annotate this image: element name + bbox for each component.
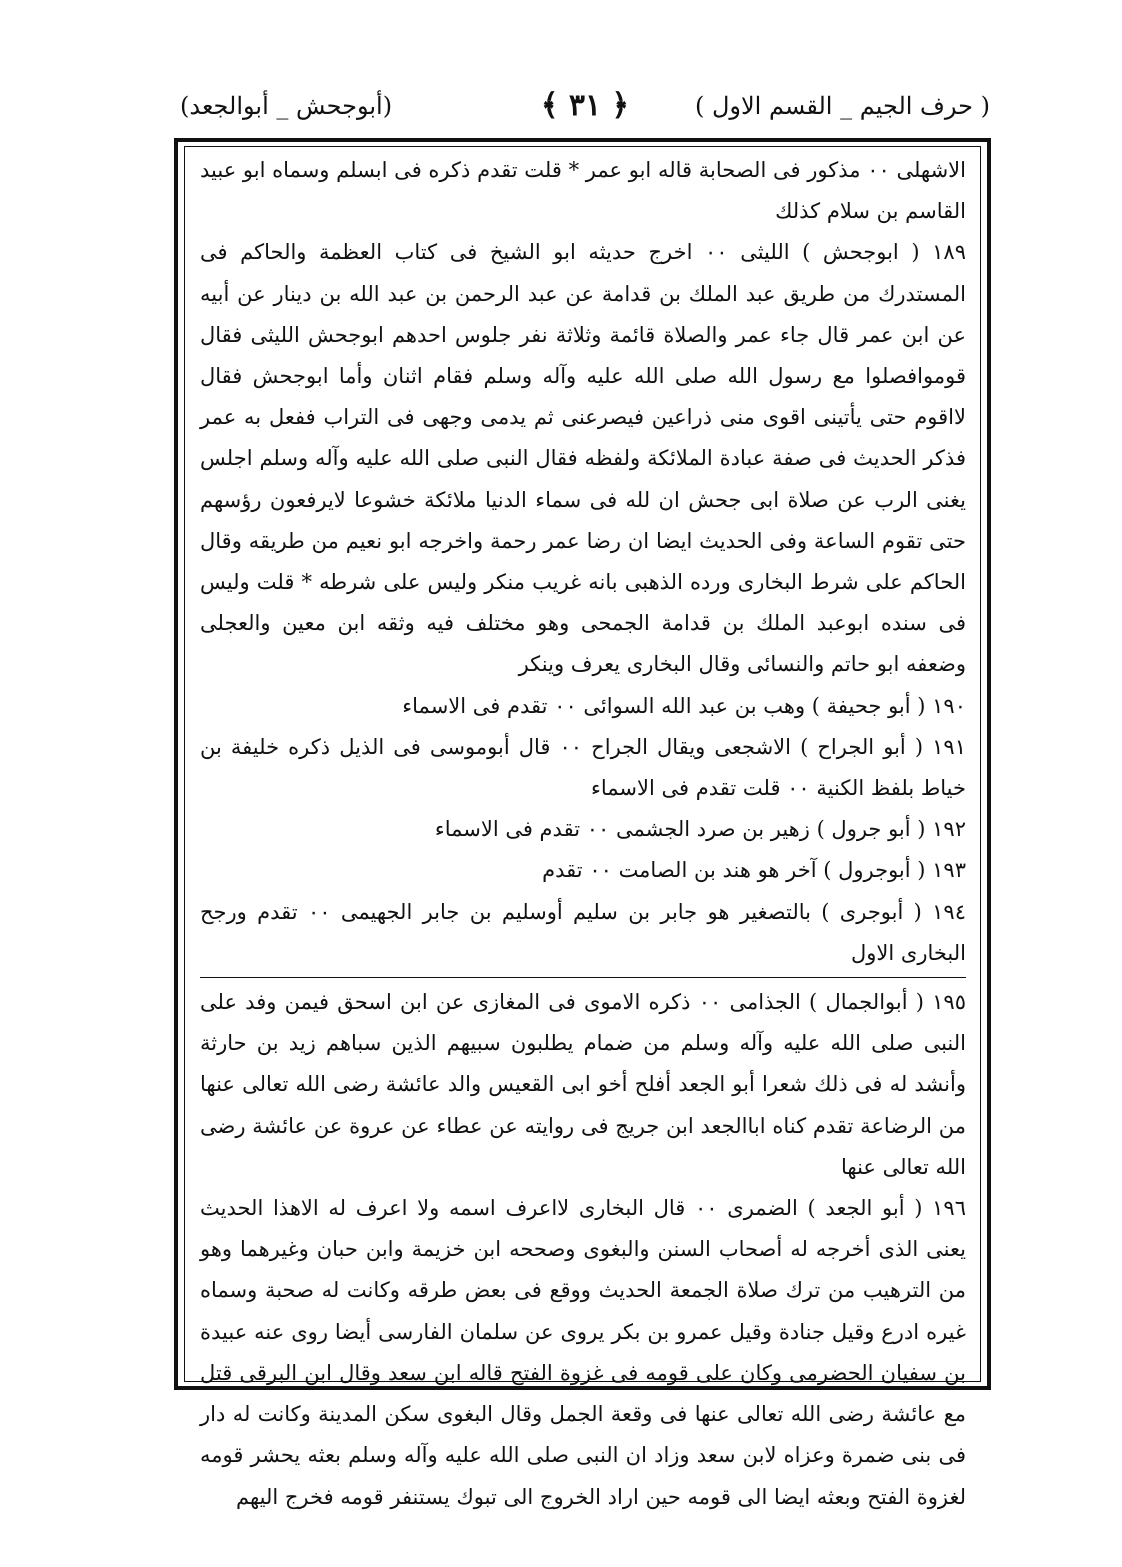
entry-continuation: الاشهلى ٠٠ مذكور فى الصحابة قاله ابو عمر * قلت تقدم ذكره فى ابسلم وسماه ابو عبيد القاسم بن سلام كذلك [200,158,966,224]
entry-196: ١٩٦ ( أبو الجعد ) الضمرى ٠٠ قال البخارى لااعرف اسمه ولا اعرف له الاهذا الحديث يعنى الذى أخرجه له أصحاب السنن والبغوى وصححه ابن خزيمة وابن حبان وغيرهما وهو من الترهيب من ترك صلاة الجمعة الحديث ووقع فى بعض طرقه وكانت له صحبة وسماه غيره ادرع وقيل جنادة وقيل عمرو بن بكر يروى عن سلمان الفارسى أيضا روى عنه عبيدة بن سفيان الحضرمى وكان على قومه فى غزوة الفتح قاله ابن سعد وقال ابن البرقى قتل مع عائشة رضى الله تعالى عنها فى وقعة الجمل وقال البغوى سكن المدينة وكانت له دار فى بنى ضمرة وعزاه لابن سعد وزاد ان النبى صلى الله عليه وآله وسلم بعثه يحشر قومه لغزوة الفتح وبعثه ايضا الى قومه حين اراد الخروج الى تبوك يستنفر قومه فخرج اليهم [200,1196,966,1509]
page-header [180,88,990,128]
page-number: ﴿ ٣١ ﴾ [540,88,630,123]
text-body [200,150,966,1509]
section-divider [200,977,966,978]
section-title: ( حرف الجيم _ القسم الاول ) [694,92,990,120]
entry-195: ١٩٥ ( أبوالجمال ) الجذامى ٠٠ ذكره الاموى فى المغازى عن ابن اسحق فيمن وفد على النبى صلى الله عليه وآله وسلم من ضمام يطلبون سبيهم الذين سباهم زيد بن حارثة وأنشد له فى ذلك شعرا أبو الجعد أفلح أخو ابى القعيس والد عائشة رضى الله تعالى عنها من الرضاعة تقدم كناه اباالجعد ابن جريج فى روايته عن عطاء عن عروة عن عائشة رضى الله تعالى عنها [200,990,966,1179]
entry-194: ١٩٤ ( أبوجرى ) بالتصغير هو جابر بن سليم أوسليم بن جابر الجهيمى ٠٠ تقدم ورجح البخارى الاول [200,899,966,965]
running-head: (أبوجحش _ أبوالجعد) [180,92,393,120]
entry-190: ١٩٠ ( أبو جحيفة ) وهب بن عبد الله السوائى ٠٠ تقدم فى الاسماء [402,693,966,718]
entry-193: ١٩٣ ( أبوجرول ) آخر هو هند بن الصامت ٠٠ تقدم [542,858,966,883]
entry-189: ١٨٩ ( ابوجحش ) الليثى ٠٠ اخرج حديثه ابو الشيخ فى كتاب العظمة والحاكم فى المستدرك من طريق عبد الملك بن قدامة عن عبد الرحمن بن عبد الله بن دينار عن أبيه عن ابن عمر قال جاء عمر والصلاة قائمة وثلاثة نفر جلوس احدهم ابوجحش الليثى فقال قوموافصلوا مع رسول الله صلى الله عليه وآله وسلم فقام اثنان وأما ابوجحش فقال لااقوم حتى يأتينى اقوى منى ذراعين فيصرعنى ثم يدمى وجهى فى التراب ففعل به عمر فذكر الحديث فى صفة عبادة الملائكة ولفظه فقال النبى صلى الله عليه وآله وسلم اجلس يغنى الرب عن صلاة ابى جحش ان لله فى سماء الدنيا ملائكة خشوعا لايرفعون رؤسهم حتى تقوم الساعة وفى الحديث ايضا ان رضا عمر رحمة واخرجه ابو نعيم من طريقه وقال الحاكم على شرط البخارى ورده الذهبى بانه غريب منكر وليس على شرطه * قلت وليس فى سنده ابوعبد الملك بن قدامة الجمحى وهو مختلف فيه وثقه ابن معين والعجلى وضعفه ابو حاتم والنسائى وقال البخارى يعرف وينكر [200,240,966,677]
entry-192: ١٩٢ ( أبو جرول ) زهير بن صرد الجشمى ٠٠ تقدم فى الاسماء [434,817,966,842]
entry-191: ١٩١ ( أبو الجراح ) الاشجعى ويقال الجراح ٠٠ قال أبوموسى فى الذيل ذكره خليفة بن خياط بلفظ الكنية ٠٠ قلت تقدم فى الاسماء [200,734,966,801]
